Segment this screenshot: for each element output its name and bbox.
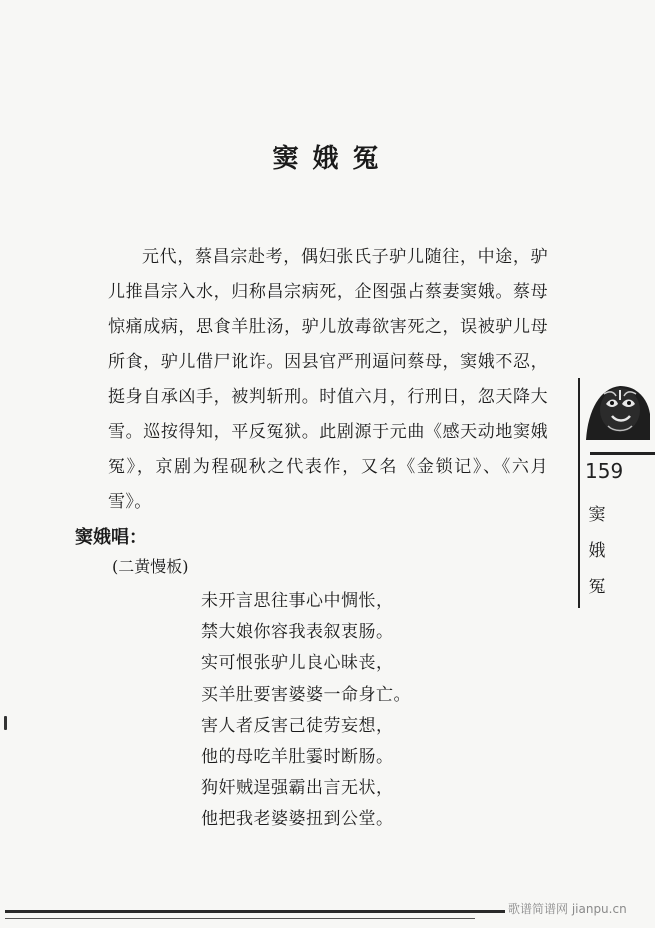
- tune-label: (二黄慢板): [112, 557, 189, 576]
- margin-divider: [590, 452, 655, 455]
- watermark: 歌谱简谱网 jianpu.cn: [508, 902, 627, 916]
- page-number: 159: [585, 459, 624, 483]
- lyrics-block: [201, 586, 501, 836]
- lyric-line: 实可恨张驴儿良心昧丧，: [201, 653, 394, 674]
- page-title: 窦娥冤: [272, 144, 393, 174]
- singer-label: 窦娥唱：: [75, 527, 147, 548]
- scan-mark: [4, 716, 7, 730]
- lyric-line: 他把我老婆婆扭到公堂。: [201, 809, 394, 830]
- margin-title: 窦娥冤: [588, 505, 606, 597]
- lyric-line: 狗奸贼逞强霸出言无状，: [201, 778, 394, 799]
- intro-paragraph: 元代，蔡昌宗赴考，偶妇张氏子驴儿随往，中途，驴儿推昌宗入水，归称昌宗病死，企图强占蔡妻窦娥。蔡母惊痛成病，思食羊肚汤，驴儿放毒欲害死之，误被驴儿母所食，驴儿借尸讹诈。因县官严刑逼问蔡母，窦娥不忍，挺身自承凶手，被判斩刑。时值六月，行刑日，忽天降大雪。巡按得知，平反冤狱。此剧源于元曲《感天动地窦娥冤》，京剧为程砚秋之代表作，又名《金锁记》、《六月雪》。: [108, 247, 548, 512]
- lyric-line: 未开言思往事心中惆怅，: [201, 591, 394, 611]
- lyric-line: 害人者反害己徒劳妄想，: [201, 715, 394, 736]
- footer-rule: [5, 910, 505, 913]
- margin-rule: [578, 378, 580, 608]
- opera-mask-icon: [582, 380, 652, 444]
- footer-rule-thin: [5, 918, 475, 919]
- lyric-line: 买羊肚要害婆婆一命身亡。: [201, 684, 411, 705]
- lyric-line: 禁大娘你容我表叙衷肠。: [201, 622, 394, 643]
- lyric-line: 他的母吃羊肚霎时断肠。: [201, 746, 394, 767]
